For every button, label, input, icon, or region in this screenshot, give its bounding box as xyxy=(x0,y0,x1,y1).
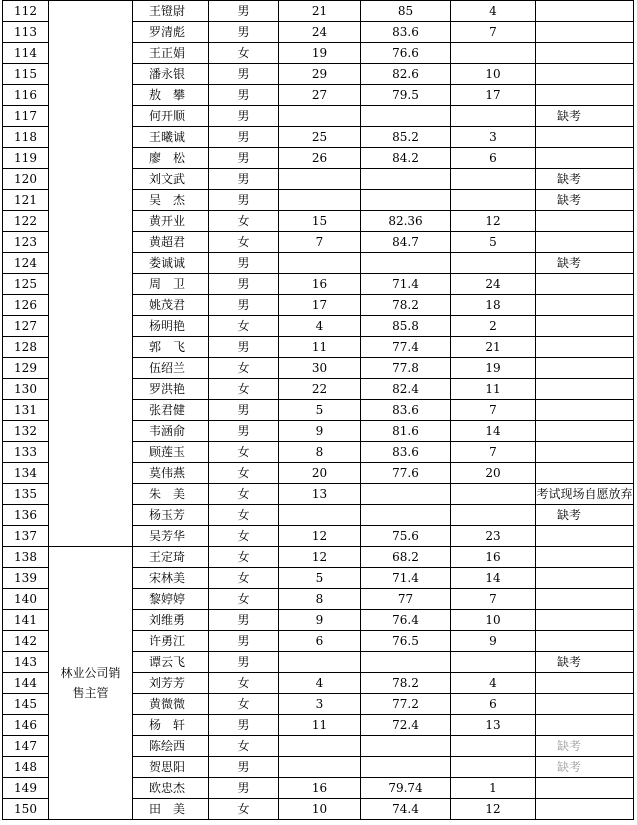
remark-cell xyxy=(536,127,634,148)
score-cell xyxy=(361,736,451,757)
name-cell: 黄微微 xyxy=(133,694,209,715)
remark-cell xyxy=(536,358,634,379)
name-cell: 罗洪艳 xyxy=(133,379,209,400)
score-cell: 77.6 xyxy=(361,463,451,484)
seat-number-cell: 24 xyxy=(279,22,361,43)
row-number-cell: 139 xyxy=(3,568,49,589)
score-cell: 71.4 xyxy=(361,274,451,295)
score-cell: 82.36 xyxy=(361,211,451,232)
remark-cell xyxy=(536,379,634,400)
remark-cell xyxy=(536,22,634,43)
remark-cell xyxy=(536,673,634,694)
row-number-cell: 130 xyxy=(3,379,49,400)
seat-number-cell xyxy=(279,106,361,127)
name-cell: 韦涵俞 xyxy=(133,421,209,442)
seat-number-cell: 30 xyxy=(279,358,361,379)
rank-cell: 12 xyxy=(451,799,536,820)
gender-cell: 男 xyxy=(209,778,279,799)
gender-cell: 男 xyxy=(209,757,279,778)
gender-cell: 男 xyxy=(209,652,279,673)
name-cell: 黎婷婷 xyxy=(133,589,209,610)
gender-cell: 女 xyxy=(209,43,279,64)
name-cell: 王正娟 xyxy=(133,43,209,64)
gender-cell: 男 xyxy=(209,85,279,106)
row-number-cell: 123 xyxy=(3,232,49,253)
score-table xyxy=(2,0,634,820)
remark-cell xyxy=(536,421,634,442)
row-number-cell: 116 xyxy=(3,85,49,106)
gender-cell: 女 xyxy=(209,547,279,568)
gender-cell: 女 xyxy=(209,316,279,337)
rank-cell xyxy=(451,253,536,274)
score-cell: 78.2 xyxy=(361,673,451,694)
row-number-cell: 150 xyxy=(3,799,49,820)
seat-number-cell: 26 xyxy=(279,148,361,169)
gender-cell: 男 xyxy=(209,421,279,442)
row-number-cell: 113 xyxy=(3,22,49,43)
gender-cell: 男 xyxy=(209,631,279,652)
gender-cell: 男 xyxy=(209,22,279,43)
seat-number-cell xyxy=(279,736,361,757)
score-cell: 82.6 xyxy=(361,64,451,85)
gender-cell: 男 xyxy=(209,400,279,421)
rank-cell xyxy=(451,736,536,757)
rank-cell: 7 xyxy=(451,22,536,43)
name-cell: 杨 轩 xyxy=(133,715,209,736)
rank-cell: 7 xyxy=(451,589,536,610)
row-number-cell: 128 xyxy=(3,337,49,358)
remark-cell: 缺考 xyxy=(536,253,634,274)
score-cell: 81.6 xyxy=(361,421,451,442)
row-number-cell: 142 xyxy=(3,631,49,652)
remark-cell xyxy=(536,295,634,316)
remark-cell xyxy=(536,463,634,484)
name-cell: 娄诚诚 xyxy=(133,253,209,274)
remark-cell: 考试现场自愿放弃 xyxy=(536,484,634,505)
remark-cell xyxy=(536,274,634,295)
table-row xyxy=(3,547,634,568)
row-number-cell: 140 xyxy=(3,589,49,610)
name-cell: 刘芳芳 xyxy=(133,673,209,694)
row-number-cell: 121 xyxy=(3,190,49,211)
rank-cell: 12 xyxy=(451,211,536,232)
score-cell: 83.6 xyxy=(361,400,451,421)
name-cell: 刘维勇 xyxy=(133,610,209,631)
row-number-cell: 131 xyxy=(3,400,49,421)
table-row xyxy=(3,1,634,22)
score-table-body xyxy=(3,1,634,820)
seat-number-cell: 6 xyxy=(279,631,361,652)
seat-number-cell: 13 xyxy=(279,484,361,505)
seat-number-cell: 16 xyxy=(279,778,361,799)
gender-cell: 男 xyxy=(209,148,279,169)
score-cell: 85 xyxy=(361,1,451,22)
gender-cell: 女 xyxy=(209,526,279,547)
remark-cell xyxy=(536,589,634,610)
name-cell: 田 美 xyxy=(133,799,209,820)
rank-cell: 21 xyxy=(451,337,536,358)
remark-cell xyxy=(536,85,634,106)
rank-cell: 3 xyxy=(451,127,536,148)
score-cell xyxy=(361,253,451,274)
row-number-cell: 143 xyxy=(3,652,49,673)
row-number-cell: 118 xyxy=(3,127,49,148)
row-number-cell: 114 xyxy=(3,43,49,64)
score-cell: 72.4 xyxy=(361,715,451,736)
name-cell: 潘永银 xyxy=(133,64,209,85)
rank-cell: 6 xyxy=(451,148,536,169)
name-cell: 刘文武 xyxy=(133,169,209,190)
row-number-cell: 141 xyxy=(3,610,49,631)
rank-cell: 16 xyxy=(451,547,536,568)
gender-cell: 女 xyxy=(209,232,279,253)
row-number-cell: 125 xyxy=(3,274,49,295)
rank-cell: 14 xyxy=(451,568,536,589)
seat-number-cell xyxy=(279,253,361,274)
score-cell: 82.4 xyxy=(361,379,451,400)
seat-number-cell: 11 xyxy=(279,337,361,358)
name-cell: 黄开业 xyxy=(133,211,209,232)
row-number-cell: 112 xyxy=(3,1,49,22)
seat-number-cell: 20 xyxy=(279,463,361,484)
score-cell: 76.6 xyxy=(361,43,451,64)
seat-number-cell: 12 xyxy=(279,526,361,547)
gender-cell: 女 xyxy=(209,673,279,694)
rank-cell xyxy=(451,169,536,190)
remark-cell: 缺考 xyxy=(536,190,634,211)
rank-cell xyxy=(451,106,536,127)
seat-number-cell: 4 xyxy=(279,316,361,337)
gender-cell: 男 xyxy=(209,274,279,295)
rank-cell xyxy=(451,505,536,526)
row-number-cell: 117 xyxy=(3,106,49,127)
gender-cell: 男 xyxy=(209,106,279,127)
score-cell xyxy=(361,190,451,211)
score-cell: 79.74 xyxy=(361,778,451,799)
score-cell: 84.7 xyxy=(361,232,451,253)
seat-number-cell: 15 xyxy=(279,211,361,232)
gender-cell: 女 xyxy=(209,694,279,715)
row-number-cell: 138 xyxy=(3,547,49,568)
row-number-cell: 129 xyxy=(3,358,49,379)
row-number-cell: 120 xyxy=(3,169,49,190)
rank-cell: 10 xyxy=(451,610,536,631)
gender-cell: 女 xyxy=(209,484,279,505)
rank-cell xyxy=(451,484,536,505)
seat-number-cell: 5 xyxy=(279,400,361,421)
row-number-cell: 134 xyxy=(3,463,49,484)
score-cell: 77 xyxy=(361,589,451,610)
seat-number-cell xyxy=(279,652,361,673)
remark-cell: 缺考 xyxy=(536,757,634,778)
remark-cell: 缺考 xyxy=(536,106,634,127)
remark-cell xyxy=(536,316,634,337)
remark-cell xyxy=(536,715,634,736)
gender-cell: 男 xyxy=(209,295,279,316)
name-cell: 廖 松 xyxy=(133,148,209,169)
name-cell: 杨明艳 xyxy=(133,316,209,337)
score-cell: 76.4 xyxy=(361,610,451,631)
score-cell: 84.2 xyxy=(361,148,451,169)
gender-cell: 男 xyxy=(209,127,279,148)
score-cell xyxy=(361,484,451,505)
row-number-cell: 122 xyxy=(3,211,49,232)
score-cell: 71.4 xyxy=(361,568,451,589)
remark-cell: 缺考 xyxy=(536,652,634,673)
name-cell: 黄超君 xyxy=(133,232,209,253)
rank-cell xyxy=(451,652,536,673)
gender-cell: 男 xyxy=(209,337,279,358)
name-cell: 伍绍兰 xyxy=(133,358,209,379)
position-cell-group-2: 林业公司销售主管 xyxy=(49,547,133,820)
remark-cell: 缺考 xyxy=(536,169,634,190)
gender-cell: 女 xyxy=(209,358,279,379)
gender-cell: 男 xyxy=(209,610,279,631)
remark-cell xyxy=(536,799,634,820)
gender-cell: 男 xyxy=(209,715,279,736)
row-number-cell: 144 xyxy=(3,673,49,694)
seat-number-cell xyxy=(279,190,361,211)
name-cell: 吴芳华 xyxy=(133,526,209,547)
gender-cell: 男 xyxy=(209,190,279,211)
remark-cell xyxy=(536,610,634,631)
seat-number-cell: 9 xyxy=(279,610,361,631)
rank-cell: 7 xyxy=(451,442,536,463)
remark-cell xyxy=(536,442,634,463)
seat-number-cell: 8 xyxy=(279,589,361,610)
seat-number-cell: 11 xyxy=(279,715,361,736)
rank-cell: 24 xyxy=(451,274,536,295)
score-cell: 83.6 xyxy=(361,22,451,43)
row-number-cell: 137 xyxy=(3,526,49,547)
score-cell: 68.2 xyxy=(361,547,451,568)
gender-cell: 女 xyxy=(209,211,279,232)
row-number-cell: 126 xyxy=(3,295,49,316)
name-cell: 许勇江 xyxy=(133,631,209,652)
remark-cell xyxy=(536,1,634,22)
name-cell: 敖 攀 xyxy=(133,85,209,106)
score-cell: 79.5 xyxy=(361,85,451,106)
name-cell: 陈绘西 xyxy=(133,736,209,757)
rank-cell: 11 xyxy=(451,379,536,400)
seat-number-cell xyxy=(279,757,361,778)
remark-cell xyxy=(536,43,634,64)
name-cell: 欧忠杰 xyxy=(133,778,209,799)
rank-cell xyxy=(451,757,536,778)
seat-number-cell: 10 xyxy=(279,799,361,820)
name-cell: 宋林美 xyxy=(133,568,209,589)
remark-cell xyxy=(536,232,634,253)
score-cell: 83.6 xyxy=(361,442,451,463)
score-cell xyxy=(361,106,451,127)
row-number-cell: 127 xyxy=(3,316,49,337)
rank-cell: 19 xyxy=(451,358,536,379)
score-cell: 75.6 xyxy=(361,526,451,547)
gender-cell: 女 xyxy=(209,799,279,820)
gender-cell: 女 xyxy=(209,736,279,757)
seat-number-cell xyxy=(279,169,361,190)
remark-cell xyxy=(536,148,634,169)
name-cell: 王曦诚 xyxy=(133,127,209,148)
remark-cell xyxy=(536,400,634,421)
seat-number-cell: 29 xyxy=(279,64,361,85)
rank-cell: 6 xyxy=(451,694,536,715)
score-cell: 85.2 xyxy=(361,127,451,148)
rank-cell: 23 xyxy=(451,526,536,547)
remark-cell xyxy=(536,547,634,568)
row-number-cell: 133 xyxy=(3,442,49,463)
seat-number-cell: 8 xyxy=(279,442,361,463)
seat-number-cell: 21 xyxy=(279,1,361,22)
name-cell: 何开顺 xyxy=(133,106,209,127)
row-number-cell: 148 xyxy=(3,757,49,778)
position-cell-group-1 xyxy=(49,1,133,547)
rank-cell xyxy=(451,43,536,64)
row-number-cell: 119 xyxy=(3,148,49,169)
name-cell: 郭 飞 xyxy=(133,337,209,358)
rank-cell: 9 xyxy=(451,631,536,652)
gender-cell: 男 xyxy=(209,253,279,274)
name-cell: 吴 杰 xyxy=(133,190,209,211)
seat-number-cell: 9 xyxy=(279,421,361,442)
rank-cell: 20 xyxy=(451,463,536,484)
remark-cell xyxy=(536,64,634,85)
remark-cell xyxy=(536,631,634,652)
rank-cell: 1 xyxy=(451,778,536,799)
gender-cell: 女 xyxy=(209,568,279,589)
row-number-cell: 147 xyxy=(3,736,49,757)
score-cell: 78.2 xyxy=(361,295,451,316)
seat-number-cell: 19 xyxy=(279,43,361,64)
score-cell: 85.8 xyxy=(361,316,451,337)
seat-number-cell: 22 xyxy=(279,379,361,400)
rank-cell: 7 xyxy=(451,400,536,421)
score-cell xyxy=(361,757,451,778)
score-cell: 77.8 xyxy=(361,358,451,379)
row-number-cell: 115 xyxy=(3,64,49,85)
row-number-cell: 145 xyxy=(3,694,49,715)
gender-cell: 女 xyxy=(209,442,279,463)
remark-cell xyxy=(536,337,634,358)
seat-number-cell: 17 xyxy=(279,295,361,316)
gender-cell: 女 xyxy=(209,505,279,526)
name-cell: 杨玉芳 xyxy=(133,505,209,526)
name-cell: 罗清彪 xyxy=(133,22,209,43)
rank-cell: 4 xyxy=(451,673,536,694)
score-cell xyxy=(361,169,451,190)
seat-number-cell: 5 xyxy=(279,568,361,589)
rank-cell: 5 xyxy=(451,232,536,253)
name-cell: 王定琦 xyxy=(133,547,209,568)
remark-cell xyxy=(536,211,634,232)
rank-cell: 4 xyxy=(451,1,536,22)
remark-cell xyxy=(536,526,634,547)
name-cell: 周 卫 xyxy=(133,274,209,295)
seat-number-cell: 7 xyxy=(279,232,361,253)
name-cell: 莫伟燕 xyxy=(133,463,209,484)
row-number-cell: 136 xyxy=(3,505,49,526)
remark-cell: 缺考 xyxy=(536,736,634,757)
gender-cell: 女 xyxy=(209,379,279,400)
name-cell: 贺思阳 xyxy=(133,757,209,778)
seat-number-cell: 27 xyxy=(279,85,361,106)
score-cell: 77.2 xyxy=(361,694,451,715)
seat-number-cell: 4 xyxy=(279,673,361,694)
seat-number-cell: 16 xyxy=(279,274,361,295)
rank-cell: 18 xyxy=(451,295,536,316)
seat-number-cell: 12 xyxy=(279,547,361,568)
rank-cell: 2 xyxy=(451,316,536,337)
score-cell xyxy=(361,652,451,673)
score-cell: 74.4 xyxy=(361,799,451,820)
gender-cell: 男 xyxy=(209,169,279,190)
rank-cell: 13 xyxy=(451,715,536,736)
remark-cell: 缺考 xyxy=(536,505,634,526)
gender-cell: 男 xyxy=(209,1,279,22)
rank-cell: 14 xyxy=(451,421,536,442)
name-cell: 朱 美 xyxy=(133,484,209,505)
row-number-cell: 135 xyxy=(3,484,49,505)
seat-number-cell: 25 xyxy=(279,127,361,148)
row-number-cell: 149 xyxy=(3,778,49,799)
score-cell xyxy=(361,505,451,526)
gender-cell: 男 xyxy=(209,64,279,85)
seat-number-cell xyxy=(279,505,361,526)
seat-number-cell: 3 xyxy=(279,694,361,715)
remark-cell xyxy=(536,568,634,589)
name-cell: 张君健 xyxy=(133,400,209,421)
rank-cell: 10 xyxy=(451,64,536,85)
row-number-cell: 146 xyxy=(3,715,49,736)
row-number-cell: 132 xyxy=(3,421,49,442)
rank-cell: 17 xyxy=(451,85,536,106)
gender-cell: 女 xyxy=(209,589,279,610)
score-cell: 77.4 xyxy=(361,337,451,358)
rank-cell xyxy=(451,190,536,211)
row-number-cell: 124 xyxy=(3,253,49,274)
name-cell: 顾莲玉 xyxy=(133,442,209,463)
remark-cell xyxy=(536,778,634,799)
name-cell: 谭云飞 xyxy=(133,652,209,673)
score-cell: 76.5 xyxy=(361,631,451,652)
gender-cell: 女 xyxy=(209,463,279,484)
remark-cell xyxy=(536,694,634,715)
name-cell: 姚茂君 xyxy=(133,295,209,316)
name-cell: 王镫尉 xyxy=(133,1,209,22)
